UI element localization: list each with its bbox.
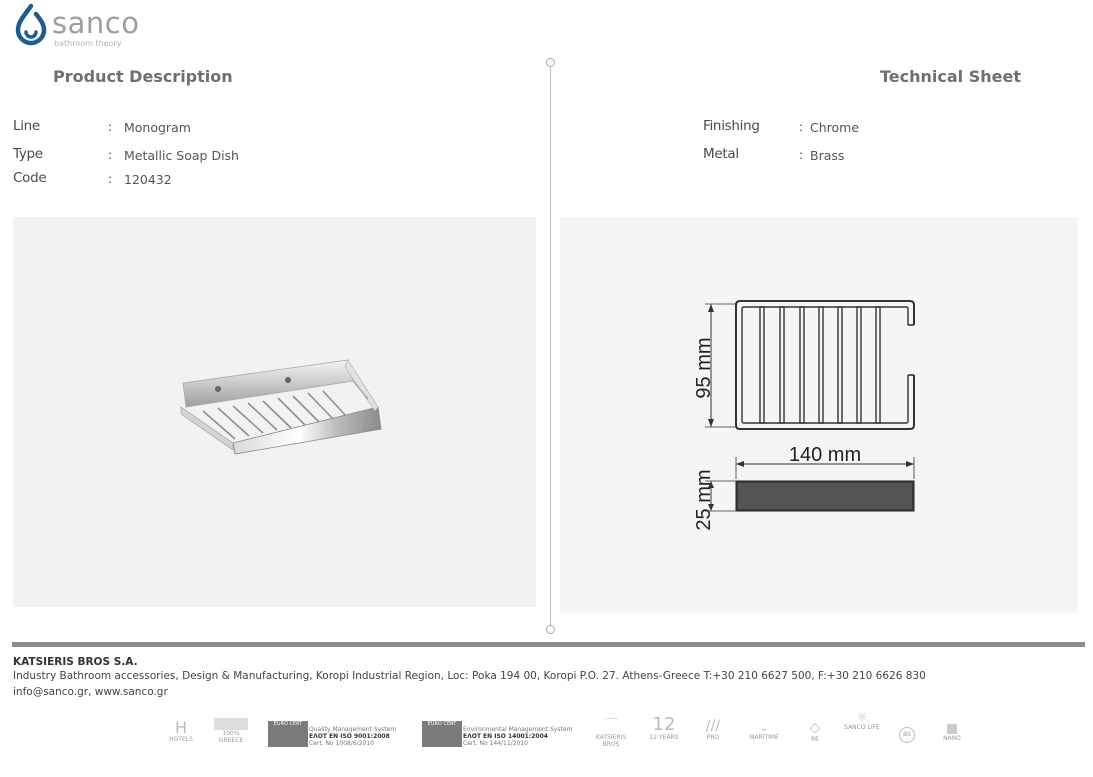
recycle-badge: ◇ RE [809, 720, 821, 743]
brand-tagline: bathroom theory [54, 39, 122, 48]
greece-badge: 100% GREECE [214, 718, 248, 744]
field-label-finishing: Finishing [703, 118, 760, 134]
field-value-line: Monogram [124, 120, 191, 135]
brand-name: sanco [52, 6, 140, 40]
center-divider [550, 62, 551, 630]
pro-badge: /// PRO [705, 718, 721, 741]
nano-badge: NANO [937, 724, 967, 742]
field-colon: : [799, 148, 804, 162]
sanco-life-badge: ☼ SANCO LIFE [844, 710, 880, 731]
field-value-finishing: Chrome [810, 120, 860, 135]
katsieris-badge: ⌒ KATSIERIS BROS [595, 718, 627, 748]
dimension-drawing [560, 217, 1078, 613]
field-label-type: Type [13, 146, 43, 162]
field-value-code: 120432 [124, 172, 172, 187]
field-colon: : [108, 172, 113, 186]
field-colon: : [108, 120, 113, 134]
maritime-badge: ⌄ MARITIME [749, 723, 779, 741]
width-dimension-label: 140 mm [788, 444, 862, 466]
field-colon: : [108, 148, 113, 162]
technical-sheet-title: Technical Sheet [880, 67, 1021, 86]
product-description-title: Product Description [53, 67, 233, 86]
footer-bar [12, 642, 1085, 647]
eurocert-environmental-logo: EURO CERT [422, 721, 462, 747]
field-label-line: Line [13, 118, 40, 134]
environmental-cert-text: Environmental Management System ΕΛΟΤ EN ISO 14001:2004 Cert. No 144/11/2010 [463, 726, 573, 747]
company-name: KATSIERIS BROS S.A. [13, 656, 138, 668]
field-label-code: Code [13, 170, 47, 186]
depth-dimension-label: 25 mm [693, 469, 715, 531]
soap-dish-image [13, 217, 536, 607]
quality-cert-text: Quality Management System ΕΛΟΤ EN ISO 9001:2008 Cert. No 1008/6/2010 [309, 726, 397, 747]
sanco-logo [12, 2, 52, 50]
eurocert-quality-logo: EURO CERT [268, 721, 308, 747]
hotels-badge: H HOTELS [169, 718, 193, 743]
product-photo [13, 217, 536, 607]
divider-dot-bottom [546, 625, 555, 634]
bs-badge: BS [894, 727, 920, 743]
field-value-metal: Brass [810, 148, 845, 163]
divider-dot-top [546, 58, 555, 67]
company-address: Industry Bathroom accessories, Design & Manufacturing, Koropi Industrial Region, Loc: Poka 194 00, Koropi P.O. 27. Athens-Greece T:+30 210 6627 500, F:+30 210 6626 830 [13, 670, 926, 682]
field-colon: : [799, 120, 804, 134]
company-contact: info@sanco.gr, www.sanco.gr [13, 686, 168, 698]
field-value-type: Metallic Soap Dish [124, 148, 239, 163]
field-label-metal: Metal [703, 146, 739, 162]
height-dimension-label: 95 mm [693, 337, 715, 399]
years-badge: 12 12 YEARS [649, 714, 679, 741]
technical-drawing [560, 217, 1078, 613]
